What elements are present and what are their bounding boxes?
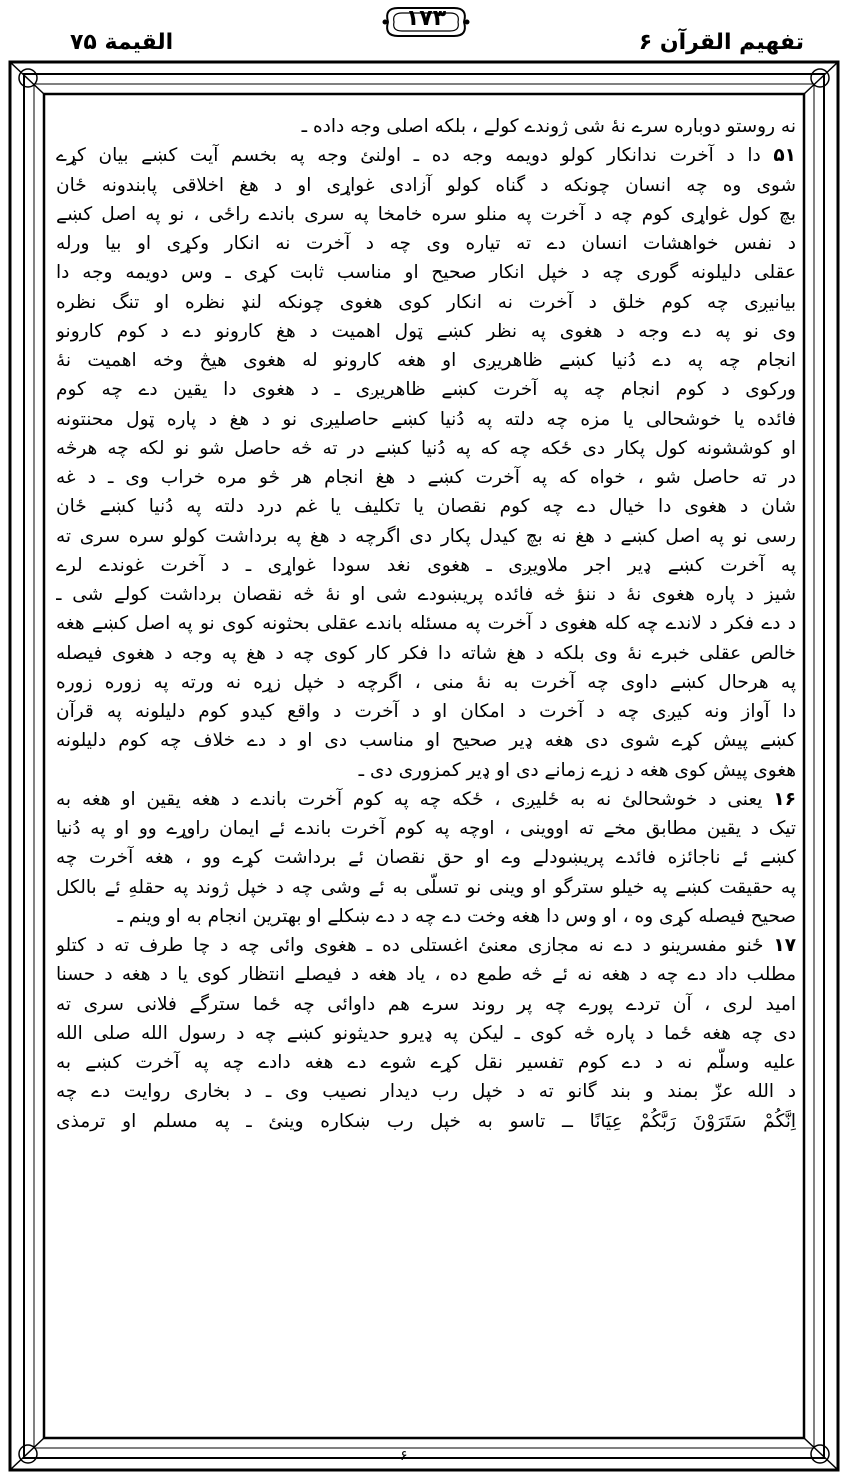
text-line: د الله عزّ بمند و بند گانو ته د خپل رب دیدار نصیب وی ـ د بخاری روایت دے چه	[56, 1081, 796, 1103]
text-line: شوی وه چه انسان چونکه د گناه کولو آزادی غواړی او د هغ اخلاقی پابندونه ځان	[56, 174, 796, 196]
text-line: ورکوی د کوم انجام چه په آخرت کښے ظاهریږی ـ د هغوی دا یقین دے چه کوم	[56, 379, 796, 401]
text-line: یعنی د خوشحالئ نه به ځلیږی ، ځکه چه په کوم آخرت باندے د هغه یقین او هغه به	[56, 788, 763, 810]
footnote-marker: ۵۱	[773, 145, 796, 167]
footnote-marker: ۱۶	[773, 788, 796, 810]
text-line: بچ کول غواړی کوم چه د آخرت په منلو سره خامخا په سری باندے راځی ، نو په اصل کښے	[56, 203, 796, 225]
text-line: خالص عقلی خبرے نهٔ وی بلکه د هغ شاته دا فکر کار کوی چه د هغ په وجه د هغوی فیصله	[56, 642, 796, 664]
text-line: د دے فکر د لاندے چه کله هغوی د آخرت په مسئله باندے عقلی بحثونه کوی نو په اصل کښے هغه	[56, 613, 796, 635]
footnote-start	[56, 141, 796, 170]
page-header	[0, 0, 848, 62]
text-line: در ته حاصل شو ، خواه که په آخرت کښے د هغ انجام هر څو مره خراب وی ـ د غه	[56, 467, 796, 488]
footer-mark: ۶	[400, 1448, 408, 1464]
text-line: شیز د پاره هغوی نهٔ د ننؤ څه فائده پریښودے شی او نهٔ څه نقصان برداشت کولے شی ـ	[56, 584, 796, 605]
footnote-start	[56, 931, 796, 960]
text-line: کښے پیش کړے شوی دی هغه ډیر صحیح او مناسب دی او د دے خلاف چه کوم دلیلونه	[56, 730, 796, 752]
text-line: د نفس خواهشات انسان دے ته تیاره وی چه د آخرت نه انکار وکړی او بیا ورله	[56, 233, 796, 254]
text-line: شان د هغوی دا خیال دے چه کوم نقصان یا تکلیف یا غم درد دلته په دُنیا کښے ځان	[56, 496, 796, 518]
text-line: انجام چه په دے دُنیا کښے ظاهریږی او هغه کارونو له هغوی هیڅ وخه اهمیت نهٔ	[56, 350, 796, 371]
text-line: بیانیږی چه کوم خلق د آخرت نه انکار کوی هغوی چونکه لنډ نظره او تنگ نظره	[56, 291, 796, 313]
footnote-marker: ۱۷	[773, 935, 796, 956]
text-line: دا د آخرت ندانکار کولو دویمه وجه ده ـ اولنئ وجه په بخسم آیت کښے بیان کړے	[56, 145, 761, 167]
text-line: او کوششونه کول پکار دی ځکه چه که په دُنیا کښے در ته څه حاصل شو نو لکه چه هرڅه	[56, 437, 796, 459]
running-title-right: تفهیم القرآن ۶	[638, 30, 804, 55]
text-line: صحیح فیصله کړی وه ، او وس دا هغه وخت دے چه د دے ښکلے او بهترین انجام به او وینم ـ	[117, 905, 796, 927]
text-line: تیک د یقین مطابق مخے ته اووینی ، اوچه په کوم آخرت باندے ئے ایمان راوړے وو او په دُنیا	[56, 818, 796, 839]
text-line: علیه وسلّم نه د دے کوم تفسیر نقل کړے شوے دے هغه دادے چه په آخرت کښے به	[56, 1052, 796, 1073]
text-line: امید لری ، آن تردے پورے چه پر روند سرے هم داوائی چه ځما سترگے فلانی سری ته	[56, 993, 796, 1015]
text-line: فائده یا خوشحالی یا مزه چه دلته په دُنیا کښے حاصلیږی نو د هغ د پاره ټول محنتونه	[56, 408, 796, 430]
text-line: په هرحال کښے داوی چه آخرت به نهٔ منی ، اگرچه د خپل زړه نه ورته په زوره زوره	[56, 671, 796, 693]
text-line: عقلی دلیلونه گوری چه د خپل انکار صحیح او مناسب ثابت کړی ـ وس دویمه وجه دا	[56, 262, 796, 284]
text-line: مطلب داد دے چه د هغه نه ئے څه طمع ده ، یاد هغه د فیصلے انتظار کوی یا د هغه د حسنا	[56, 964, 796, 986]
running-title-left: القیمة ۷۵	[70, 30, 174, 55]
footnote-start	[56, 785, 796, 814]
page-body	[56, 112, 796, 1457]
text-line: دی چه هغه ځما د پاره څه کوی ـ لیکن په ډیرو حدیثونو کښے چه د رسول الله صلی الله	[56, 1022, 796, 1044]
text-line: وی نو په دے وجه د هغوی په نظر کښے ټول اهمیت د هغ کارونو دے د کوم کارونو	[56, 320, 796, 342]
text-line: کښے ئے ناجائزه فائدے پریښودلے وے او حق نقصان ئے برداشت کړے وو ، هغه آخرت چه	[56, 847, 796, 869]
text-line: اِنَّکُمْ سَتَرَوْنَ رَبَّکُمْ عِیَانًا ــ تاسو به خپل رب ښکاره وینئ ـ په مسلم او ترمذی	[56, 1110, 796, 1132]
text-line: په حقیقت کښے په خیلو سترگو او وینی نو تسلّی به ئے وشی چه د خپل ژوند په حقلهِ ئے بالکل	[56, 876, 796, 898]
page-number: ۱۷۳	[405, 6, 447, 31]
text-line: ځنو مفسرینو د دے نه مجازی معنئ اغستلی ده ـ هغوی وائی چه د چا طرف ته د کتلو	[56, 935, 764, 956]
text-line: دا آواز ونه کیږی چه د آخرت د امکان او د آخرت د واقع کیدو کوم دلیلونه په قرآن	[56, 701, 796, 722]
text-line: هغوی پیش کوی هغه د زړے زمانے دی او ډیر کمزوری دی ـ	[358, 759, 796, 781]
text-line: په آخرت کښے ډیر اجر ملاویږی ـ هغوی نغد سودا غواړی ـ د آخرت غوندے لرے	[56, 554, 796, 576]
text-line: رسی نو په اصل کښے د هغ نه بچ کیدل پکار دی اگرچه د هغ په برداشت کولو سره سری ته	[56, 525, 796, 547]
text-line: نه روستو دوباره سرے نهٔ شی ژوندے کولے ، بلکه اصلی وجه داده ـ	[301, 116, 796, 137]
